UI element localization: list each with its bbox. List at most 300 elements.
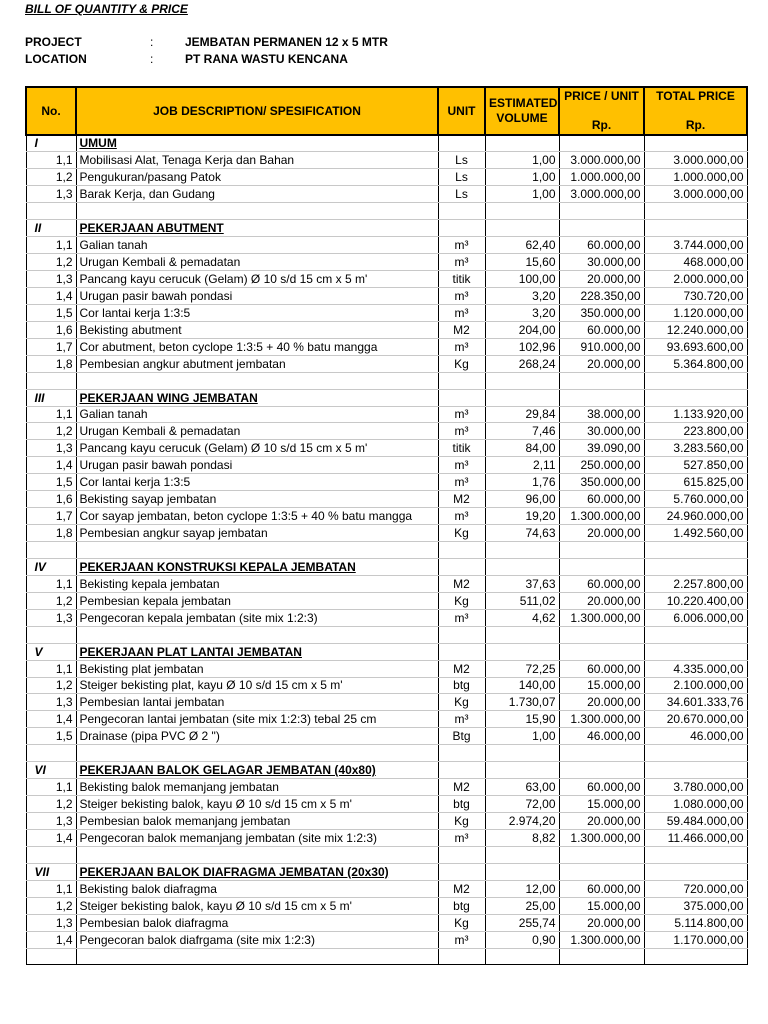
row-number: 1,2 [26, 796, 76, 813]
row-number: 1,3 [26, 694, 76, 711]
row-number: 1,4 [26, 711, 76, 728]
table-row [26, 440, 747, 457]
row-total-price [644, 220, 747, 237]
table-row [26, 237, 747, 254]
row-number: 1,6 [26, 491, 76, 508]
row-number: 1,5 [26, 304, 76, 321]
row-description [76, 948, 438, 965]
row-total-price: 2.257.800,00 [644, 575, 747, 592]
row-description: Cor lantai kerja 1:3:5 [76, 304, 438, 321]
row-description: Mobilisasi Alat, Tenaga Kerja dan Bahan [76, 152, 438, 169]
location-label: LOCATION [25, 52, 87, 66]
header-total-price [644, 87, 747, 135]
header-unit: UNIT [438, 87, 485, 135]
row-volume: 1,76 [485, 474, 559, 491]
row-volume: 3,20 [485, 304, 559, 321]
row-unit-price: 250.000,00 [559, 457, 644, 474]
table-row [26, 287, 747, 304]
row-volume [485, 203, 559, 220]
row-unit-price: 60.000,00 [559, 491, 644, 508]
table-row [26, 304, 747, 321]
row-number: 1,1 [26, 575, 76, 592]
row-volume: 1.730,07 [485, 694, 559, 711]
row-number: 1,1 [26, 779, 76, 796]
row-description [76, 542, 438, 559]
table-row [26, 796, 747, 813]
row-volume [485, 372, 559, 389]
row-description: Galian tanah [76, 237, 438, 254]
row-description: Pengecoran lantai jembatan (site mix 1:2:3) tebal 25 cm [76, 711, 438, 728]
row-volume [485, 389, 559, 406]
section-row [26, 135, 747, 152]
row-unit-price: 20.000,00 [559, 914, 644, 931]
row-number: 1,3 [26, 271, 76, 288]
row-total-price: 375.000,00 [644, 897, 747, 914]
row-total-price: 93.693.600,00 [644, 338, 747, 355]
row-number: 1,4 [26, 931, 76, 948]
row-unit [438, 542, 485, 559]
row-total-price [644, 558, 747, 575]
row-description: UMUM [76, 135, 438, 152]
row-total-price: 20.670.000,00 [644, 711, 747, 728]
table-row [26, 508, 747, 525]
row-unit: titik [438, 271, 485, 288]
row-total-price: 3.744.000,00 [644, 237, 747, 254]
row-total-price: 3.000.000,00 [644, 186, 747, 203]
row-total-price: 1.000.000,00 [644, 169, 747, 186]
row-total-price: 46.000,00 [644, 728, 747, 745]
header-total-price-label: TOTAL PRICE [656, 89, 735, 103]
row-number: 1,1 [26, 152, 76, 169]
row-unit [438, 948, 485, 965]
row-volume [485, 135, 559, 152]
row-total-price: 615.825,00 [644, 474, 747, 491]
row-unit-price [559, 762, 644, 779]
row-total-price: 1.080.000,00 [644, 796, 747, 813]
row-unit-price: 1.300.000,00 [559, 931, 644, 948]
row-total-price [644, 762, 747, 779]
row-unit: M2 [438, 779, 485, 796]
row-number: 1,3 [26, 813, 76, 830]
row-number: V [26, 643, 76, 660]
row-total-price: 1.120.000,00 [644, 304, 747, 321]
row-description: Cor sayap jembatan, beton cyclope 1:3:5 + 40 % batu mangga [76, 508, 438, 525]
row-description: Galian tanah [76, 406, 438, 423]
row-description: Bekisting sayap jembatan [76, 491, 438, 508]
row-unit [438, 745, 485, 762]
row-unit: m³ [438, 474, 485, 491]
row-total-price: 6.006.000,00 [644, 609, 747, 626]
row-number [26, 745, 76, 762]
row-unit [438, 626, 485, 643]
row-volume: 29,84 [485, 406, 559, 423]
row-volume [485, 745, 559, 762]
row-volume: 72,25 [485, 660, 559, 677]
row-unit: Kg [438, 813, 485, 830]
table-row [26, 254, 747, 271]
row-unit-price: 1.300.000,00 [559, 508, 644, 525]
row-total-price: 4.335.000,00 [644, 660, 747, 677]
table-row [26, 728, 747, 745]
table-header-row [26, 87, 747, 135]
row-unit-price: 39.090,00 [559, 440, 644, 457]
row-description: Bekisting balok memanjang jembatan [76, 779, 438, 796]
row-unit: m³ [438, 254, 485, 271]
row-volume [485, 846, 559, 863]
row-number: 1,1 [26, 237, 76, 254]
row-unit: Ls [438, 186, 485, 203]
row-unit [438, 762, 485, 779]
row-unit-price: 20.000,00 [559, 813, 644, 830]
row-unit: m³ [438, 931, 485, 948]
row-description: Steiger bekisting balok, kayu Ø 10 s/d 15 cm x 5 m' [76, 796, 438, 813]
section-row [26, 762, 747, 779]
row-number: 1,8 [26, 525, 76, 542]
row-unit-price: 46.000,00 [559, 728, 644, 745]
table-row [26, 660, 747, 677]
row-volume: 2.974,20 [485, 813, 559, 830]
row-unit-price [559, 745, 644, 762]
row-total-price: 10.220.400,00 [644, 592, 747, 609]
row-volume: 268,24 [485, 355, 559, 372]
row-description: PEKERJAAN KONSTRUKSI KEPALA JEMBATAN [76, 558, 438, 575]
row-description [76, 372, 438, 389]
row-number: 1,6 [26, 321, 76, 338]
row-description: Pembesian angkur sayap jembatan [76, 525, 438, 542]
row-total-price: 5.114.800,00 [644, 914, 747, 931]
row-unit-price: 228.350,00 [559, 287, 644, 304]
row-total-price [644, 203, 747, 220]
row-volume [485, 558, 559, 575]
row-unit [438, 389, 485, 406]
row-volume [485, 626, 559, 643]
row-volume: 100,00 [485, 271, 559, 288]
row-number: 1,3 [26, 186, 76, 203]
row-unit: btg [438, 897, 485, 914]
row-description: Urugan Kembali & pemadatan [76, 254, 438, 271]
row-total-price: 730.720,00 [644, 287, 747, 304]
row-number [26, 372, 76, 389]
row-total-price: 1.492.560,00 [644, 525, 747, 542]
row-unit [438, 135, 485, 152]
row-total-price [644, 135, 747, 152]
row-unit: m³ [438, 237, 485, 254]
row-number: 1,7 [26, 508, 76, 525]
row-volume: 1,00 [485, 186, 559, 203]
row-unit: Kg [438, 525, 485, 542]
row-unit: Btg [438, 728, 485, 745]
row-description: Pengecoran kepala jembatan (site mix 1:2:3) [76, 609, 438, 626]
row-volume [485, 542, 559, 559]
row-total-price [644, 626, 747, 643]
row-unit-price [559, 948, 644, 965]
row-unit-price [559, 389, 644, 406]
table-row [26, 694, 747, 711]
row-unit: M2 [438, 575, 485, 592]
header-price-unit-label: PRICE / UNIT [564, 89, 639, 103]
row-unit-price [559, 626, 644, 643]
header-price-unit [559, 87, 644, 135]
row-number: 1,1 [26, 406, 76, 423]
row-description: Pengecoran balok memanjang jembatan (site mix 1:2:3) [76, 829, 438, 846]
row-number: 1,4 [26, 457, 76, 474]
row-number [26, 948, 76, 965]
project-value: JEMBATAN PERMANEN 12 x 5 MTR [185, 35, 388, 49]
row-unit: Kg [438, 355, 485, 372]
row-volume: 4,62 [485, 609, 559, 626]
row-unit: M2 [438, 880, 485, 897]
header-price-unit-currency: Rp. [591, 118, 612, 132]
row-total-price [644, 372, 747, 389]
row-total-price: 720.000,00 [644, 880, 747, 897]
row-volume: 19,20 [485, 508, 559, 525]
row-unit-price: 60.000,00 [559, 575, 644, 592]
row-unit-price: 20.000,00 [559, 592, 644, 609]
table-row [26, 677, 747, 694]
row-description [76, 626, 438, 643]
row-description: PEKERJAAN WING JEMBATAN [76, 389, 438, 406]
row-description: Pancang kayu cerucuk (Gelam) Ø 10 s/d 15 cm x 5 m' [76, 440, 438, 457]
row-unit-price [559, 542, 644, 559]
row-unit: Kg [438, 592, 485, 609]
row-description: Urugan pasir bawah pondasi [76, 457, 438, 474]
row-number: 1,7 [26, 338, 76, 355]
row-volume: 511,02 [485, 592, 559, 609]
blank-row [26, 626, 747, 643]
row-number: 1,2 [26, 254, 76, 271]
row-volume [485, 762, 559, 779]
header-estimated-volume-label: ESTIMATED VOLUME [489, 96, 558, 125]
row-description: Bekisting plat jembatan [76, 660, 438, 677]
row-unit: m³ [438, 406, 485, 423]
row-unit: Ls [438, 152, 485, 169]
row-description: Urugan pasir bawah pondasi [76, 287, 438, 304]
row-unit-price [559, 558, 644, 575]
row-description: Pengecoran balok diafrgama (site mix 1:2:3) [76, 931, 438, 948]
row-unit [438, 863, 485, 880]
row-unit [438, 558, 485, 575]
header-total-price-currency: Rp. [685, 118, 706, 132]
table-row [26, 355, 747, 372]
row-unit-price [559, 135, 644, 152]
section-row [26, 389, 747, 406]
row-description: Bekisting balok diafragma [76, 880, 438, 897]
row-description: PEKERJAAN PLAT LANTAI JEMBATAN [76, 643, 438, 660]
row-volume: 74,63 [485, 525, 559, 542]
row-unit: m³ [438, 338, 485, 355]
project-label: PROJECT [25, 35, 82, 49]
row-description: Pembesian kepala jembatan [76, 592, 438, 609]
blank-row [26, 745, 747, 762]
row-unit-price: 60.000,00 [559, 321, 644, 338]
row-unit-price: 20.000,00 [559, 271, 644, 288]
row-number: 1,3 [26, 609, 76, 626]
row-unit: Ls [438, 169, 485, 186]
section-row [26, 643, 747, 660]
table-row [26, 931, 747, 948]
table-row [26, 609, 747, 626]
document-title: BILL OF QUANTITY & PRICE [25, 2, 188, 16]
row-unit: m³ [438, 423, 485, 440]
row-unit: m³ [438, 711, 485, 728]
row-unit-price: 20.000,00 [559, 355, 644, 372]
row-unit: Kg [438, 694, 485, 711]
row-total-price: 223.800,00 [644, 423, 747, 440]
row-number: 1,2 [26, 169, 76, 186]
location-separator: : [150, 52, 154, 66]
row-description: Pembesian angkur abutment jembatan [76, 355, 438, 372]
row-volume: 25,00 [485, 897, 559, 914]
row-number [26, 542, 76, 559]
row-unit-price: 1.000.000,00 [559, 169, 644, 186]
row-volume: 8,82 [485, 829, 559, 846]
table-row [26, 525, 747, 542]
row-unit-price [559, 203, 644, 220]
row-unit [438, 220, 485, 237]
row-number: IV [26, 558, 76, 575]
row-unit [438, 372, 485, 389]
table-row [26, 779, 747, 796]
row-total-price: 3.780.000,00 [644, 779, 747, 796]
table-row [26, 491, 747, 508]
blank-row [26, 203, 747, 220]
row-unit-price [559, 643, 644, 660]
row-unit-price: 1.300.000,00 [559, 609, 644, 626]
table-row [26, 575, 747, 592]
row-volume: 1,00 [485, 152, 559, 169]
location-value: PT RANA WASTU KENCANA [185, 52, 348, 66]
row-description: Cor abutment, beton cyclope 1:3:5 + 40 % batu mangga [76, 338, 438, 355]
row-unit-price: 30.000,00 [559, 423, 644, 440]
row-unit-price: 60.000,00 [559, 237, 644, 254]
row-unit-price: 3.000.000,00 [559, 152, 644, 169]
table-row [26, 186, 747, 203]
row-unit: M2 [438, 491, 485, 508]
row-description: Pembesian balok diafragma [76, 914, 438, 931]
row-total-price [644, 846, 747, 863]
table-row [26, 423, 747, 440]
row-total-price: 59.484.000,00 [644, 813, 747, 830]
row-unit-price: 30.000,00 [559, 254, 644, 271]
row-number: 1,2 [26, 897, 76, 914]
table-row [26, 474, 747, 491]
row-number: 1,4 [26, 287, 76, 304]
row-total-price [644, 643, 747, 660]
row-unit-price: 15.000,00 [559, 897, 644, 914]
row-number: 1,1 [26, 660, 76, 677]
row-volume [485, 643, 559, 660]
row-total-price: 468.000,00 [644, 254, 747, 271]
row-volume: 15,90 [485, 711, 559, 728]
row-unit-price: 910.000,00 [559, 338, 644, 355]
table-row [26, 897, 747, 914]
project-separator: : [150, 35, 154, 49]
row-volume: 1,00 [485, 169, 559, 186]
row-description: PEKERJAAN BALOK GELAGAR JEMBATAN (40x80) [76, 762, 438, 779]
row-unit: m³ [438, 829, 485, 846]
row-total-price [644, 542, 747, 559]
row-number: 1,2 [26, 592, 76, 609]
row-number: VII [26, 863, 76, 880]
row-description: Steiger bekisting balok, kayu Ø 10 s/d 15 cm x 5 m' [76, 897, 438, 914]
row-number: I [26, 135, 76, 152]
row-unit-price: 20.000,00 [559, 694, 644, 711]
table-row [26, 169, 747, 186]
row-unit-price [559, 863, 644, 880]
section-row [26, 558, 747, 575]
row-description: Steiger bekisting plat, kayu Ø 10 s/d 15 cm x 5 m' [76, 677, 438, 694]
row-number: 1,1 [26, 880, 76, 897]
row-description [76, 203, 438, 220]
row-total-price: 1.133.920,00 [644, 406, 747, 423]
table-row [26, 914, 747, 931]
row-description: Pembesian balok memanjang jembatan [76, 813, 438, 830]
row-total-price: 24.960.000,00 [644, 508, 747, 525]
row-total-price: 2.000.000,00 [644, 271, 747, 288]
table-row [26, 271, 747, 288]
table-row [26, 880, 747, 897]
row-number: VI [26, 762, 76, 779]
row-volume: 96,00 [485, 491, 559, 508]
row-unit-price: 15.000,00 [559, 677, 644, 694]
row-description: PEKERJAAN BALOK DIAFRAGMA JEMBATAN (20x30) [76, 863, 438, 880]
row-volume [485, 948, 559, 965]
row-number: 1,8 [26, 355, 76, 372]
row-description: Pancang kayu cerucuk (Gelam) Ø 10 s/d 15 cm x 5 m' [76, 271, 438, 288]
row-description: Cor lantai kerja 1:3:5 [76, 474, 438, 491]
table-row [26, 338, 747, 355]
blank-row [26, 372, 747, 389]
row-volume: 3,20 [485, 287, 559, 304]
row-volume: 7,46 [485, 423, 559, 440]
row-total-price [644, 863, 747, 880]
row-description: Pengukuran/pasang Patok [76, 169, 438, 186]
row-total-price: 5.760.000,00 [644, 491, 747, 508]
section-row [26, 863, 747, 880]
row-number: 1,4 [26, 829, 76, 846]
table-row [26, 406, 747, 423]
table-row [26, 152, 747, 169]
row-number: 1,2 [26, 677, 76, 694]
row-description: Barak Kerja, dan Gudang [76, 186, 438, 203]
section-row [26, 220, 747, 237]
row-volume: 63,00 [485, 779, 559, 796]
row-description [76, 846, 438, 863]
row-unit-price: 3.000.000,00 [559, 186, 644, 203]
row-description: Bekisting kepala jembatan [76, 575, 438, 592]
row-unit [438, 203, 485, 220]
row-volume: 62,40 [485, 237, 559, 254]
row-volume: 255,74 [485, 914, 559, 931]
blank-row [26, 542, 747, 559]
row-unit: m³ [438, 287, 485, 304]
row-unit [438, 846, 485, 863]
blank-row [26, 948, 747, 965]
row-total-price: 12.240.000,00 [644, 321, 747, 338]
row-unit: m³ [438, 508, 485, 525]
row-unit: Kg [438, 914, 485, 931]
row-total-price: 3.000.000,00 [644, 152, 747, 169]
row-volume: 204,00 [485, 321, 559, 338]
table-row [26, 829, 747, 846]
row-description: Drainase (pipa PVC Ø 2 ") [76, 728, 438, 745]
row-number: 1,5 [26, 728, 76, 745]
row-description: Pembesian lantai jembatan [76, 694, 438, 711]
row-number: 1,5 [26, 474, 76, 491]
row-total-price: 34.601.333,76 [644, 694, 747, 711]
row-total-price [644, 745, 747, 762]
header-estimated-volume [485, 87, 559, 135]
